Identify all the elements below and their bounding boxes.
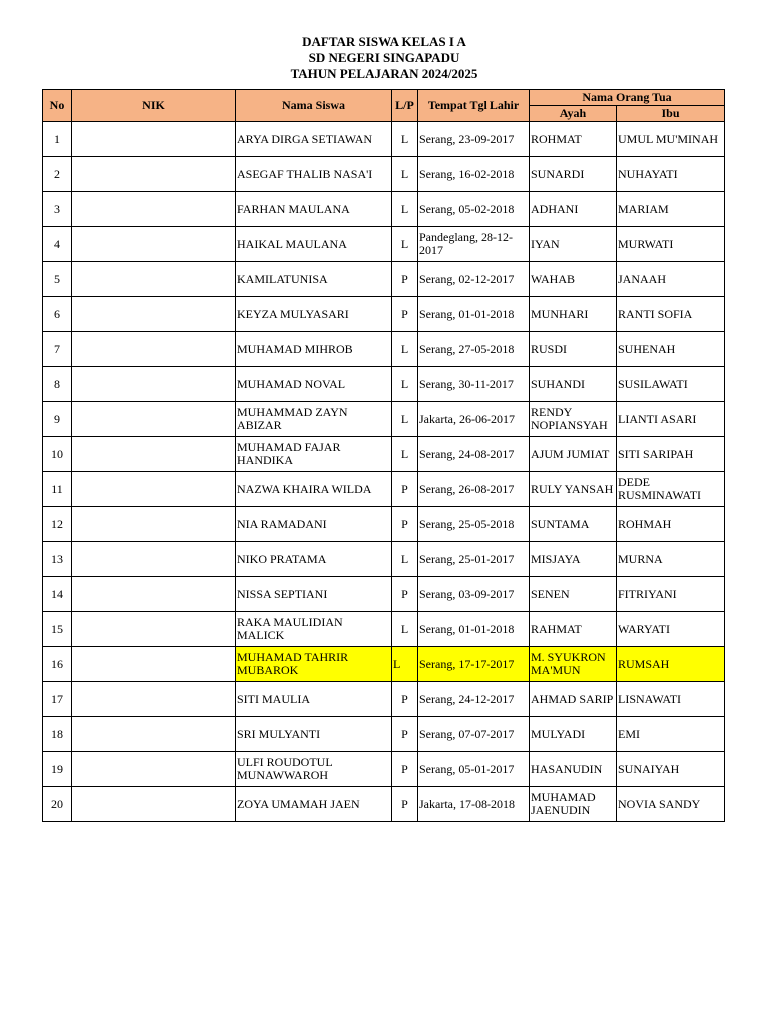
cell-no: 6 xyxy=(43,297,72,332)
cell-nik xyxy=(72,437,236,472)
cell-tempat-tgl-lahir: Jakarta, 26-06-2017 xyxy=(418,402,530,437)
cell-ibu: RUMSAH xyxy=(617,647,725,682)
cell-tempat-tgl-lahir: Serang, 05-02-2018 xyxy=(418,192,530,227)
cell-nik xyxy=(72,577,236,612)
cell-tempat-tgl-lahir: Serang, 24-12-2017 xyxy=(418,682,530,717)
cell-nama-siswa: MUHAMAD NOVAL xyxy=(236,367,392,402)
cell-lp: P xyxy=(392,472,418,507)
cell-no: 15 xyxy=(43,612,72,647)
cell-ibu: MURNA xyxy=(617,542,725,577)
cell-no: 10 xyxy=(43,437,72,472)
cell-nama-siswa: ASEGAF THALIB NASA'I xyxy=(236,157,392,192)
cell-tempat-tgl-lahir: Serang, 26-08-2017 xyxy=(418,472,530,507)
cell-nik xyxy=(72,122,236,157)
cell-lp: P xyxy=(392,682,418,717)
document-title xyxy=(0,34,768,82)
cell-ayah: ADHANI xyxy=(530,192,617,227)
cell-ibu: JANAAH xyxy=(617,262,725,297)
cell-ayah: WAHAB xyxy=(530,262,617,297)
cell-nama-siswa: MUHAMMAD ZAYN ABIZAR xyxy=(236,402,392,437)
cell-ibu: SUNAIYAH xyxy=(617,752,725,787)
cell-ibu: ROHMAH xyxy=(617,507,725,542)
cell-ayah: HASANUDIN xyxy=(530,752,617,787)
cell-lp: P xyxy=(392,787,418,822)
cell-lp: L xyxy=(392,157,418,192)
table-row xyxy=(43,577,725,612)
table-row xyxy=(43,507,725,542)
cell-tempat-tgl-lahir: Serang, 01-01-2018 xyxy=(418,297,530,332)
cell-nik xyxy=(72,787,236,822)
cell-tempat-tgl-lahir: Serang, 25-01-2017 xyxy=(418,542,530,577)
cell-nik xyxy=(72,647,236,682)
cell-nama-siswa: NIKO PRATAMA xyxy=(236,542,392,577)
cell-ibu: MURWATI xyxy=(617,227,725,262)
title-line-year: TAHUN PELAJARAN 2024/2025 xyxy=(290,66,478,81)
cell-lp: L xyxy=(392,612,418,647)
cell-tempat-tgl-lahir: Serang, 17-17-2017 xyxy=(418,647,530,682)
cell-no: 1 xyxy=(43,122,72,157)
table-row xyxy=(43,332,725,367)
cell-ayah: RUSDI xyxy=(530,332,617,367)
cell-ayah: MISJAYA xyxy=(530,542,617,577)
cell-ibu: LISNAWATI xyxy=(617,682,725,717)
cell-nama-siswa: ULFI ROUDOTUL MUNAWWAROH xyxy=(236,752,392,787)
cell-no: 5 xyxy=(43,262,72,297)
table-row xyxy=(43,297,725,332)
cell-nama-siswa: KAMILATUNISA xyxy=(236,262,392,297)
cell-nama-siswa: NIA RAMADANI xyxy=(236,507,392,542)
cell-nama-siswa: KEYZA MULYASARI xyxy=(236,297,392,332)
cell-nik xyxy=(72,682,236,717)
cell-nama-siswa: FARHAN MAULANA xyxy=(236,192,392,227)
cell-no: 9 xyxy=(43,402,72,437)
cell-nik xyxy=(72,192,236,227)
cell-no: 3 xyxy=(43,192,72,227)
cell-nama-siswa: HAIKAL MAULANA xyxy=(236,227,392,262)
table-row xyxy=(43,227,725,262)
cell-lp: L xyxy=(392,192,418,227)
header-lp: L/P xyxy=(392,90,418,122)
student-table xyxy=(42,89,725,822)
cell-no: 8 xyxy=(43,367,72,402)
cell-nik xyxy=(72,472,236,507)
table-row xyxy=(43,367,725,402)
table-row xyxy=(43,157,725,192)
cell-lp: P xyxy=(392,717,418,752)
table-body xyxy=(43,122,725,822)
table-row xyxy=(43,647,725,682)
cell-nik xyxy=(72,717,236,752)
cell-ibu: EMI xyxy=(617,717,725,752)
cell-nik xyxy=(72,542,236,577)
table-row xyxy=(43,472,725,507)
cell-no: 2 xyxy=(43,157,72,192)
cell-ibu: SUHENAH xyxy=(617,332,725,367)
cell-nik xyxy=(72,297,236,332)
cell-lp: L xyxy=(392,122,418,157)
cell-ayah: ROHMAT xyxy=(530,122,617,157)
table-row xyxy=(43,682,725,717)
cell-lp: L xyxy=(392,227,418,262)
cell-ibu: MARIAM xyxy=(617,192,725,227)
header-tempat-tgl-lahir: Tempat Tgl Lahir xyxy=(418,90,530,122)
cell-ayah: SENEN xyxy=(530,577,617,612)
cell-tempat-tgl-lahir: Serang, 24-08-2017 xyxy=(418,437,530,472)
cell-no: 12 xyxy=(43,507,72,542)
cell-tempat-tgl-lahir: Serang, 07-07-2017 xyxy=(418,717,530,752)
cell-tempat-tgl-lahir: Pandeglang, 28-12-2017 xyxy=(418,227,530,262)
cell-tempat-tgl-lahir: Serang, 02-12-2017 xyxy=(418,262,530,297)
cell-no: 18 xyxy=(43,717,72,752)
table-row xyxy=(43,122,725,157)
cell-tempat-tgl-lahir: Serang, 16-02-2018 xyxy=(418,157,530,192)
table-row xyxy=(43,542,725,577)
cell-no: 17 xyxy=(43,682,72,717)
cell-ibu: SUSILAWATI xyxy=(617,367,725,402)
table-row xyxy=(43,752,725,787)
cell-lp: L xyxy=(392,402,418,437)
table-row xyxy=(43,402,725,437)
cell-nik xyxy=(72,157,236,192)
cell-no: 20 xyxy=(43,787,72,822)
cell-ibu: NUHAYATI xyxy=(617,157,725,192)
cell-ibu: FITRIYANI xyxy=(617,577,725,612)
cell-ibu: RANTI SOFIA xyxy=(617,297,725,332)
cell-ayah: M. SYUKRON MA'MUN xyxy=(530,647,617,682)
cell-tempat-tgl-lahir: Serang, 25-05-2018 xyxy=(418,507,530,542)
cell-nama-siswa: SITI MAULIA xyxy=(236,682,392,717)
table-row xyxy=(43,612,725,647)
title-line-class: DAFTAR SISWA KELAS I A xyxy=(302,34,466,49)
cell-nama-siswa: RAKA MAULIDIAN MALICK xyxy=(236,612,392,647)
cell-ayah: SUHANDI xyxy=(530,367,617,402)
cell-nama-siswa: SRI MULYANTI xyxy=(236,717,392,752)
cell-nama-siswa: MUHAMAD FAJAR HANDIKA xyxy=(236,437,392,472)
cell-no: 7 xyxy=(43,332,72,367)
cell-no: 11 xyxy=(43,472,72,507)
cell-nik xyxy=(72,227,236,262)
cell-tempat-tgl-lahir: Jakarta, 17-08-2018 xyxy=(418,787,530,822)
cell-nama-siswa: ZOYA UMAMAH JAEN xyxy=(236,787,392,822)
cell-nik xyxy=(72,262,236,297)
cell-tempat-tgl-lahir: Serang, 30-11-2017 xyxy=(418,367,530,402)
cell-lp: P xyxy=(392,507,418,542)
cell-lp: P xyxy=(392,752,418,787)
table-row xyxy=(43,787,725,822)
cell-lp: L xyxy=(392,542,418,577)
cell-no: 13 xyxy=(43,542,72,577)
cell-ayah: SUNTAMA xyxy=(530,507,617,542)
cell-nik xyxy=(72,507,236,542)
header-nama-orang-tua: Nama Orang Tua xyxy=(530,90,725,106)
cell-lp: P xyxy=(392,262,418,297)
header-nama-siswa: Nama Siswa xyxy=(236,90,392,122)
cell-ibu: UMUL MU'MINAH xyxy=(617,122,725,157)
cell-ibu: SITI SARIPAH xyxy=(617,437,725,472)
cell-nama-siswa: MUHAMAD MIHROB xyxy=(236,332,392,367)
cell-ayah: MUNHARI xyxy=(530,297,617,332)
cell-ibu: WARYATI xyxy=(617,612,725,647)
header-nik: NIK xyxy=(72,90,236,122)
cell-lp: P xyxy=(392,577,418,612)
cell-ayah: RENDY NOPIANSYAH xyxy=(530,402,617,437)
cell-tempat-tgl-lahir: Serang, 05-01-2017 xyxy=(418,752,530,787)
cell-ibu: NOVIA SANDY xyxy=(617,787,725,822)
table-row xyxy=(43,717,725,752)
cell-nama-siswa: MUHAMAD TAHRIR MUBAROK xyxy=(236,647,392,682)
cell-ayah: AJUM JUMIAT xyxy=(530,437,617,472)
cell-ayah: MUHAMAD JAENUDIN xyxy=(530,787,617,822)
cell-lp: P xyxy=(392,297,418,332)
cell-no: 16 xyxy=(43,647,72,682)
table-row xyxy=(43,192,725,227)
cell-lp: L xyxy=(392,367,418,402)
cell-lp: L xyxy=(392,647,418,682)
cell-nama-siswa: NAZWA KHAIRA WILDA xyxy=(236,472,392,507)
cell-nik xyxy=(72,332,236,367)
cell-no: 14 xyxy=(43,577,72,612)
cell-nik xyxy=(72,402,236,437)
header-ibu: Ibu xyxy=(617,106,725,122)
cell-ayah: RAHMAT xyxy=(530,612,617,647)
cell-ayah: MULYADI xyxy=(530,717,617,752)
cell-nama-siswa: NISSA SEPTIANI xyxy=(236,577,392,612)
cell-ibu: DEDE RUSMINAWATI xyxy=(617,472,725,507)
cell-ayah: IYAN xyxy=(530,227,617,262)
cell-no: 4 xyxy=(43,227,72,262)
title-line-school: SD NEGERI SINGAPADU xyxy=(308,50,460,65)
table-row xyxy=(43,262,725,297)
cell-lp: L xyxy=(392,332,418,367)
cell-ibu: LIANTI ASARI xyxy=(617,402,725,437)
cell-no: 19 xyxy=(43,752,72,787)
cell-tempat-tgl-lahir: Serang, 23-09-2017 xyxy=(418,122,530,157)
cell-lp: L xyxy=(392,437,418,472)
cell-nama-siswa: ARYA DIRGA SETIAWAN xyxy=(236,122,392,157)
cell-tempat-tgl-lahir: Serang, 03-09-2017 xyxy=(418,577,530,612)
cell-tempat-tgl-lahir: Serang, 01-01-2018 xyxy=(418,612,530,647)
cell-ayah: RULY YANSAH xyxy=(530,472,617,507)
header-no: No xyxy=(43,90,72,122)
cell-nik xyxy=(72,367,236,402)
table-row xyxy=(43,437,725,472)
cell-ayah: AHMAD SARIP xyxy=(530,682,617,717)
header-ayah: Ayah xyxy=(530,106,617,122)
cell-tempat-tgl-lahir: Serang, 27-05-2018 xyxy=(418,332,530,367)
cell-nik xyxy=(72,612,236,647)
cell-ayah: SUNARDI xyxy=(530,157,617,192)
cell-nik xyxy=(72,752,236,787)
